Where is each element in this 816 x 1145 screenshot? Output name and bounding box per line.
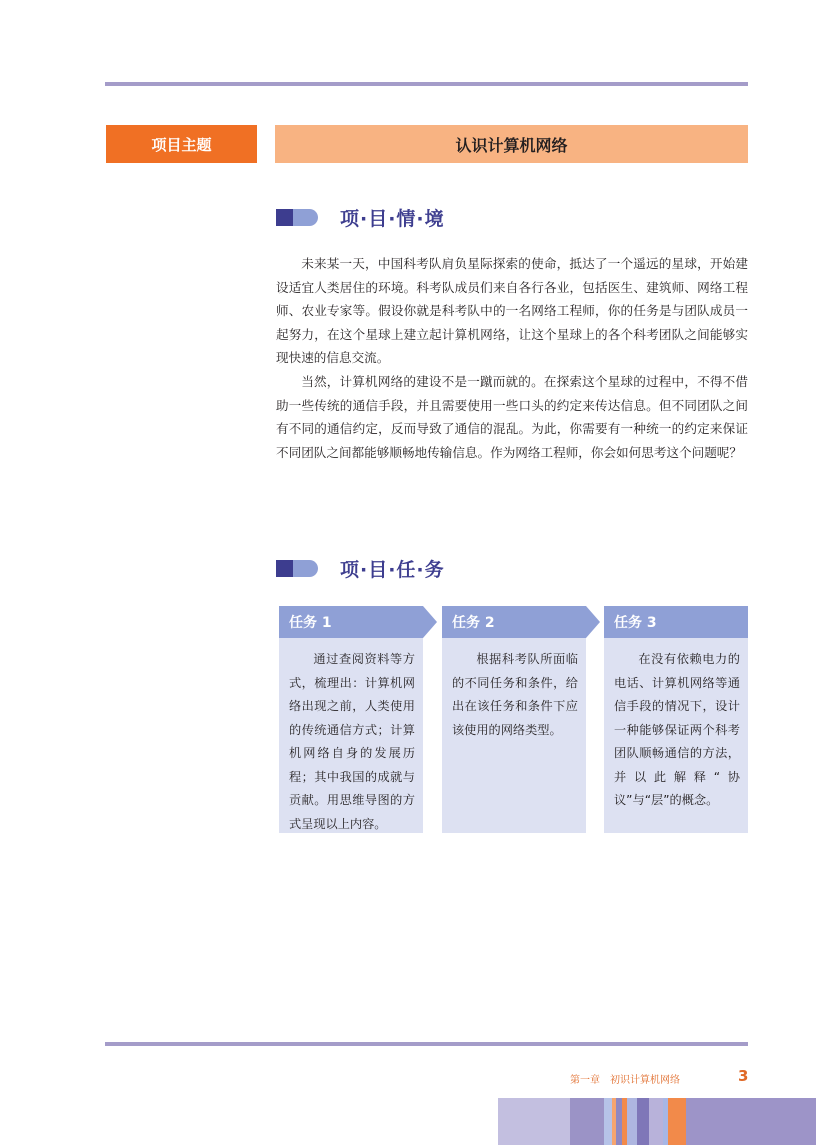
task-card-header xyxy=(604,606,748,638)
task-card-body xyxy=(604,638,748,833)
task-card-body xyxy=(442,638,586,833)
top-rule xyxy=(105,82,748,86)
task-card-body xyxy=(279,638,423,833)
task-card-header xyxy=(279,606,423,638)
topic-label: 项目主题 xyxy=(106,125,257,163)
bottom-rule xyxy=(105,1042,748,1046)
task-title: 任务 3 xyxy=(614,615,657,631)
situation-paragraph: 未来某一天，中国科考队肩负星际探索的使命，抵达了一个遥远的星球，开始建设适宜人类居住的环境。科考队成员们来自各行各业，包括医生、建筑师、网络工程师、农业专家等。假设你就是科考队中的一名网络工程师，你的任务是与团队成员一起努力，在这个星球上建立起计算机网络，让这个星球上的各个科考团队之间能够实现快速的信息交流。 xyxy=(276,256,748,366)
arrow-right-icon xyxy=(586,606,600,638)
situation-heading-label: 项·目·情·境 xyxy=(340,207,445,230)
task-card-3 xyxy=(604,606,748,833)
task-card-header xyxy=(442,606,586,638)
situation-heading xyxy=(276,205,445,229)
tasks-heading-label: 项·目·任·务 xyxy=(340,558,445,581)
decorative-stripes xyxy=(498,1098,816,1145)
footer-chapter: 第一章 xyxy=(570,1075,600,1086)
tasks-heading xyxy=(276,556,445,580)
task-card-2 xyxy=(442,606,586,833)
running-footer xyxy=(570,1071,690,1086)
footer-chapter-title: 初识计算机网络 xyxy=(610,1075,680,1086)
task-text: 通过查阅资料等方式，梳理出：计算机网络出现之前，人类使用的传统通信方式；计算机网络自身的发展历程；其中我国的成就与贡献。用思维导图的方式呈现以上内容。 xyxy=(289,652,415,831)
page-number: 3 xyxy=(738,1067,749,1085)
heading-bar-icon xyxy=(276,209,318,226)
arrow-right-icon xyxy=(423,606,437,638)
situation-body xyxy=(276,252,748,464)
situation-paragraph: 当然，计算机网络的建设不是一蹴而就的。在探索这个星球的过程中，不得不借助一些传统的通信手段，并且需要使用一些口头的约定来传达信息。但不同团队之间有不同的通信约定，反而导致了通信的混乱。为此，你需要有一种统一的约定来保证不同团队之间都能够顺畅地传输信息。作为网络工程师，你会如何思考这个问题呢？ xyxy=(276,373,748,460)
task-title: 任务 2 xyxy=(452,615,495,631)
task-text: 根据科考队所面临的不同任务和条件，给出在该任务和条件下应该使用的网络类型。 xyxy=(452,652,578,737)
task-card-1 xyxy=(279,606,423,833)
task-title: 任务 1 xyxy=(289,615,332,631)
heading-bar-icon xyxy=(276,560,318,577)
task-text: 在没有依赖电力的电话、计算机网络等通信手段的情况下，设计一种能够保证两个科考团队顺畅通信的方法，并以此解释“协议”与“层”的概念。 xyxy=(614,652,740,807)
topic-title: 认识计算机网络 xyxy=(275,125,748,163)
